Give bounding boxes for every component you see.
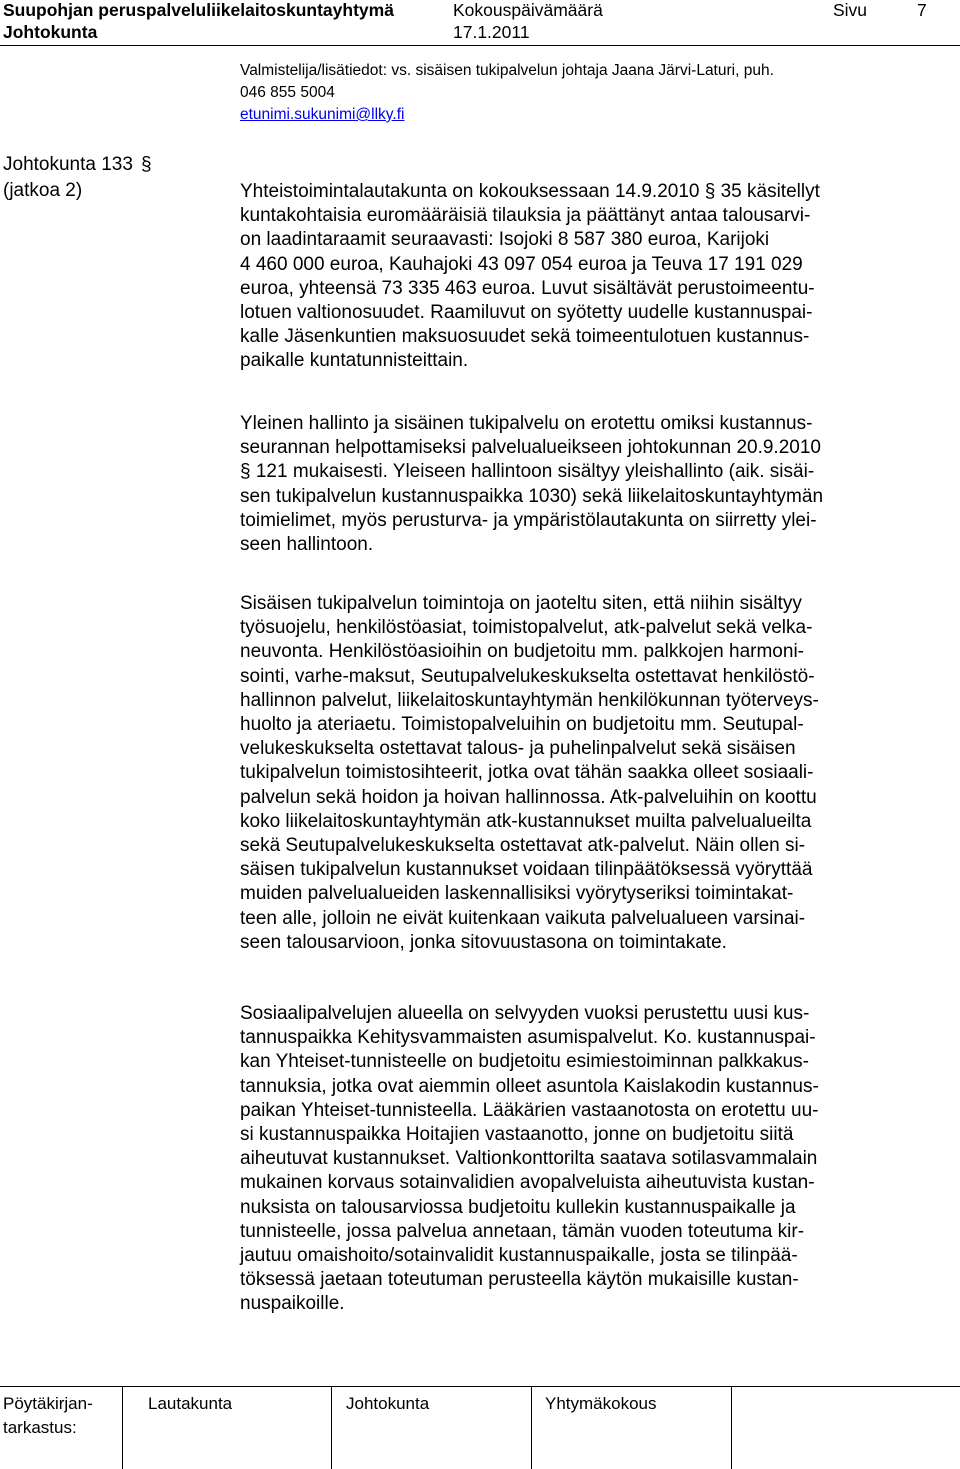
text-line: tannuspaikka Kehitysvammaisten asumispalvelut. Ko. kustannuspai-: [240, 1027, 816, 1049]
text-line: jautuu omaishoito/sotainvalidit kustannuspaikalle, josta se tilinpää-: [240, 1245, 798, 1267]
text-line: teen alle, jolloin ne eivät kuitenkaan vaikuta palvelualueen varsinai-: [240, 907, 806, 929]
paragraph-3: [240, 592, 940, 955]
footer-column-divider: [531, 1387, 532, 1469]
preparer-email-link[interactable]: etunimi.sukunimi@llky.fi: [240, 106, 405, 123]
text-line: 4 460 000 euroa, Kauhajoki 43 097 054 euroa ja Teuva 17 191 029: [240, 253, 803, 275]
preparer-phone: 046 855 5004: [240, 84, 335, 101]
text-line: aiheutuvat kustannukset. Valtionkonttorilta saatava sotilasvammalain: [240, 1148, 818, 1170]
text-line: Yleinen hallinto ja sisäinen tukipalvelu on erotettu omiksi kustannus-: [240, 413, 813, 434]
text-line: seurannan helpottamiseksi palvelualueikseen johtokunnan 20.9.2010: [240, 437, 821, 459]
text-line: Sosiaalipalvelujen alueella on selvyyden vuoksi perustettu uusi kus-: [240, 1003, 810, 1024]
text-line: huolto ja ateriaetu. Toimistopalveluihin on budjetoitu mm. Seutupal-: [240, 714, 804, 736]
text-line: § 121 mukaisesti. Yleiseen hallintoon sisältyy yleishallinto (aik. sisäi-: [240, 461, 815, 483]
paragraph-1: [240, 180, 940, 374]
section-continuation: (jatkoa 2): [3, 180, 83, 201]
text-line: kan Yhteiset-tunnisteelle on budjetoitu esimiestoiminnan palkkakus-: [240, 1051, 809, 1073]
text-line: paikalle kuntatunnisteittain.: [240, 350, 469, 372]
header-divider: [0, 45, 960, 46]
text-line: tukipalvelun toimistosihteerit, jotka ovat tähän saakka olleet sosiaali-: [240, 762, 814, 784]
text-line: on laadintaraamit seuraavasti: Isojoki 8 587 380 euroa, Karijoki: [240, 229, 770, 251]
footer-divider: [0, 1386, 960, 1387]
text-line: työsuojelu, henkilöstöasiat, toimistopalvelut, atk-palvelut sekä velka-: [240, 617, 813, 639]
review-label-line-2: tarkastus:: [3, 1418, 77, 1437]
text-line: paikan Yhteiset-tunnisteella. Lääkärien vastaanotosta on erotettu uu-: [240, 1099, 819, 1121]
text-line: hallinnon palvelut, liikelaitoskuntayhtymän henkilökunnan työterveys-: [240, 689, 819, 711]
text-line: nuksista on talousarviossa budjetoitu kullekin kustannuspaikalle ja: [240, 1196, 796, 1218]
text-line: tunnisteelle, jossa palvelua annetaan, tämän vuoden toteutuma kir-: [240, 1220, 805, 1242]
text-line: Sisäisen tukipalvelun toimintoja on jaoteltu siten, että niihin sisältyy: [240, 593, 802, 614]
text-line: seen hallintoon.: [240, 534, 374, 556]
page-number: 7: [917, 0, 927, 20]
footer-board-column: Lautakunta: [148, 1394, 233, 1413]
organization-name: Suupohjan peruspalveluliikelaitoskuntayhtymä: [3, 0, 394, 20]
text-line: töksessä jaetaan toteutuman perusteella käytön mukaisille kustan-: [240, 1269, 799, 1291]
meeting-date-label: Kokouspäivämäärä: [453, 0, 603, 20]
text-line: seen talousarvioon, jonka sitovuustasona on toimintakate.: [240, 931, 727, 953]
paragraph-mark: §: [140, 154, 152, 175]
text-line: lotuen valtionosuudet. Raamiluvut on syötetty uudelle kustannuspai-: [240, 302, 813, 324]
text-line: palvelun sekä hoidon ja hoivan hallinnossa. Atk-palveluihin on koottu: [240, 786, 817, 808]
text-line: si kustannuspaikka Hoitajien vastaanotto, jonne on budjetoitu siitä: [240, 1124, 794, 1146]
text-line: tannuksia, jotka ovat aiemmin olleet asuntola Kaislakodin kustannus-: [240, 1075, 819, 1097]
text-line: sointi, varhe-maksut, Seutupalvelukeskukselta ostettavat henkilöstö-: [240, 665, 815, 687]
text-line: neuvonta. Henkilöstöasioihin on budjetoitu mm. palkkojen harmoni-: [240, 641, 804, 663]
text-line: Yhteistoimintalautakunta on kokouksessaan 14.9.2010 § 35 käsitellyt: [240, 181, 820, 202]
body-name: Johtokunta: [3, 22, 98, 42]
footer-joint-meeting-column: Yhtymäkokous: [545, 1394, 657, 1413]
text-line: toimielimet, myös perusturva- ja ympäristölautakunta on siirretty ylei-: [240, 509, 817, 531]
section-heading: [3, 154, 152, 176]
footer-directorate-column: Johtokunta: [346, 1394, 430, 1413]
footer-column-divider: [122, 1387, 123, 1469]
text-line: säisen tukipalvelun kustannukset voidaan tilinpäätöksessä vyöryttää: [240, 859, 813, 881]
footer-column-divider: [331, 1387, 332, 1469]
text-line: nuspaikoille.: [240, 1293, 345, 1315]
footer-column-divider: [731, 1387, 732, 1469]
preparer-email-row: [240, 106, 404, 124]
text-line: sekä Seutupalvelukeskukselta ostettavat atk-palvelut. Näin ollen si-: [240, 835, 806, 857]
page-label: Sivu: [833, 0, 868, 20]
preparer-line-1: Valmistelija/lisätiedot: vs. sisäisen tukipalvelun johtaja Jaana Järvi-Laturi, puh.: [240, 62, 774, 79]
text-line: sen tukipalvelun kustannuspaikka 1030) sekä liikelaitoskuntayhtymän: [240, 485, 824, 507]
text-line: velukeskukselta ostettavat talous- ja puhelinpalvelut sekä sisäisen: [240, 738, 796, 760]
text-line: kalle Jäsenkuntien maksuosuudet sekä toimeentulotuen kustannus-: [240, 326, 810, 348]
text-line: euroa, yhteensä 73 335 463 euroa. Luvut sisältävät perustoimeentu-: [240, 277, 815, 299]
text-line: koko liikelaitoskuntayhtymän atk-kustannukset muilta palvelualueilta: [240, 810, 812, 832]
review-label-line-1: Pöytäkirjan-: [3, 1394, 93, 1413]
text-line: muiden palvelualueiden laskennallisiksi vyörytyseriksi toimintakat-: [240, 883, 794, 905]
text-line: mukainen korvaus sotainvalidien avopalveluista aiheutuvista kustan-: [240, 1172, 815, 1194]
section-title: Johtokunta 133: [3, 154, 133, 175]
text-line: kuntakohtaisia euromääräisiä tilauksia ja päättänyt antaa talousarvi-: [240, 205, 811, 227]
paragraph-4: [240, 1002, 940, 1317]
paragraph-2: [240, 412, 940, 557]
meeting-date: 17.1.2011: [453, 22, 530, 42]
